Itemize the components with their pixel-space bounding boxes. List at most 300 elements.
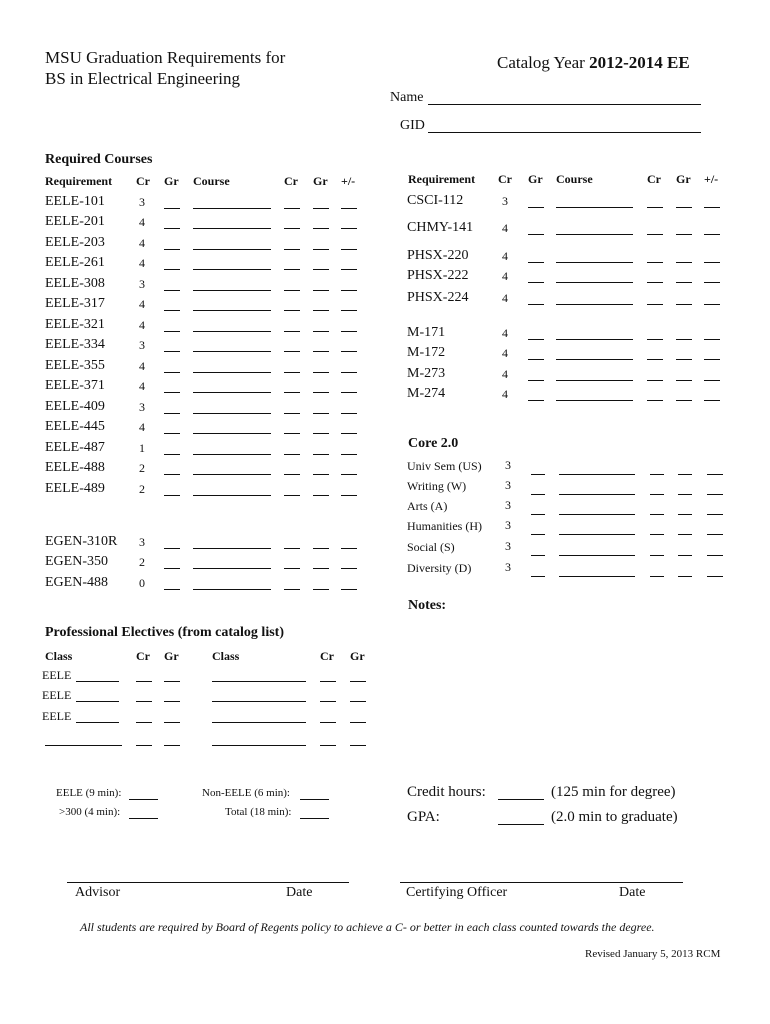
elective-prefix: EELE: [42, 709, 72, 723]
total-min-field[interactable]: [300, 818, 329, 819]
class2-blank[interactable]: [212, 722, 306, 723]
cr-blank[interactable]: [647, 234, 663, 235]
plusminus-blank[interactable]: [707, 474, 723, 475]
eele-min-field[interactable]: [129, 799, 158, 800]
plusminus-blank[interactable]: [341, 433, 357, 434]
core-credits: 3: [505, 458, 511, 472]
gr-blank[interactable]: [676, 234, 692, 235]
plusminus-blank[interactable]: [341, 269, 357, 270]
core-requirement: Social (S): [407, 540, 455, 554]
course-requirement: EGEN-488: [45, 575, 108, 590]
cr-blank[interactable]: [647, 380, 663, 381]
plusminus-blank[interactable]: [341, 568, 357, 569]
gr-blank[interactable]: [676, 400, 692, 401]
grade-blank[interactable]: [531, 534, 545, 535]
course-credits: 4: [502, 367, 508, 381]
grade-blank[interactable]: [531, 514, 545, 515]
course-requirement: EELE-488: [45, 460, 105, 475]
grade-blank[interactable]: [528, 207, 544, 208]
course-requirement: EELE-308: [45, 276, 105, 291]
class2-blank[interactable]: [212, 681, 306, 682]
gr-blank[interactable]: [313, 208, 329, 209]
course-blank[interactable]: [559, 494, 635, 495]
col-gr: Gr: [164, 649, 179, 663]
gr-blank[interactable]: [313, 413, 329, 414]
grade-blank[interactable]: [528, 262, 544, 263]
col-plusminus: +/-: [704, 172, 719, 186]
gr-blank[interactable]: [313, 310, 329, 311]
course-blank[interactable]: [193, 249, 271, 250]
cr-blank[interactable]: [647, 339, 663, 340]
course-blank[interactable]: [193, 454, 271, 455]
cr2-blank[interactable]: [320, 681, 336, 682]
col-cr2: Cr: [320, 649, 334, 663]
cr-blank[interactable]: [284, 290, 300, 291]
gr-blank[interactable]: [676, 339, 692, 340]
col-requirement: Requirement: [408, 172, 476, 186]
grade-blank[interactable]: [528, 380, 544, 381]
course-blank[interactable]: [193, 495, 271, 496]
plusminus-blank[interactable]: [341, 392, 357, 393]
course-blank[interactable]: [556, 234, 633, 235]
cr-blank[interactable]: [284, 589, 300, 590]
core-credits: 3: [505, 478, 511, 492]
gr-blank[interactable]: [164, 722, 180, 723]
gr-blank[interactable]: [313, 495, 329, 496]
gr-blank[interactable]: [676, 380, 692, 381]
course-credits: 0: [139, 576, 145, 590]
cr2-blank[interactable]: [320, 722, 336, 723]
course-blank[interactable]: [556, 339, 633, 340]
core-requirement: Diversity (D): [407, 561, 472, 575]
course-credits: 4: [502, 249, 508, 263]
class2-blank[interactable]: [212, 745, 306, 746]
gr2-blank[interactable]: [350, 681, 366, 682]
gr-blank[interactable]: [313, 372, 329, 373]
cr-blank[interactable]: [650, 534, 664, 535]
cr-blank[interactable]: [284, 372, 300, 373]
course-requirement: M-171: [407, 325, 446, 340]
grade-blank[interactable]: [164, 351, 180, 352]
plusminus-blank[interactable]: [707, 514, 723, 515]
gr2-blank[interactable]: [350, 722, 366, 723]
cr-blank[interactable]: [284, 208, 300, 209]
cr-blank[interactable]: [650, 555, 664, 556]
col-gr2: Gr: [350, 649, 365, 663]
cr-blank[interactable]: [284, 474, 300, 475]
course-blank[interactable]: [193, 433, 271, 434]
class-blank[interactable]: [76, 701, 119, 702]
course-requirement: EELE-489: [45, 481, 105, 496]
cr-blank[interactable]: [647, 304, 663, 305]
course-blank[interactable]: [559, 534, 635, 535]
course-credits: 3: [139, 338, 145, 352]
course-credits: 4: [139, 256, 145, 270]
course-blank[interactable]: [193, 228, 271, 229]
cr-blank[interactable]: [284, 351, 300, 352]
cr-blank[interactable]: [650, 474, 664, 475]
cr-blank[interactable]: [647, 262, 663, 263]
plusminus-blank[interactable]: [704, 380, 720, 381]
plusminus-blank[interactable]: [704, 339, 720, 340]
gr-blank[interactable]: [313, 269, 329, 270]
course-requirement: EELE-321: [45, 317, 105, 332]
course-requirement: PHSX-222: [407, 268, 469, 283]
course-credits: 4: [139, 215, 145, 229]
plusminus-blank[interactable]: [707, 576, 723, 577]
grade-blank[interactable]: [531, 555, 545, 556]
col-plusminus: +/-: [341, 174, 356, 188]
course-blank[interactable]: [193, 474, 271, 475]
advisor-date-label: Date: [286, 885, 313, 900]
course-credits: 4: [502, 346, 508, 360]
course-requirement: EGEN-350: [45, 554, 108, 569]
catalog-year-value: 2012-2014 EE: [589, 53, 690, 72]
course-blank[interactable]: [556, 304, 633, 305]
gr-blank[interactable]: [313, 392, 329, 393]
col-class: Class: [45, 649, 73, 663]
course-requirement: EELE-101: [45, 194, 105, 209]
gpa-field[interactable]: [498, 824, 544, 825]
gpa-note: (2.0 min to graduate): [551, 809, 678, 825]
core-requirement: Writing (W): [407, 479, 467, 493]
notes-label: Notes:: [408, 598, 447, 613]
cr-blank[interactable]: [647, 207, 663, 208]
grade-blank[interactable]: [164, 208, 180, 209]
gr-blank[interactable]: [313, 433, 329, 434]
course-blank[interactable]: [559, 514, 635, 515]
plusminus-blank[interactable]: [341, 372, 357, 373]
plusminus-blank[interactable]: [341, 310, 357, 311]
course-credits: 4: [502, 326, 508, 340]
officer-date-label: Date: [619, 885, 646, 900]
course-blank[interactable]: [193, 548, 271, 549]
gr-blank[interactable]: [678, 474, 692, 475]
grade-blank[interactable]: [164, 228, 180, 229]
plusminus-blank[interactable]: [707, 555, 723, 556]
cr-blank[interactable]: [647, 359, 663, 360]
cr-blank[interactable]: [284, 331, 300, 332]
cr-blank[interactable]: [650, 576, 664, 577]
gr-blank[interactable]: [313, 454, 329, 455]
grade-blank[interactable]: [531, 576, 545, 577]
col-gr2: Gr: [676, 172, 691, 186]
grade-blank[interactable]: [164, 454, 180, 455]
course-requirement: CHMY-141: [407, 220, 474, 235]
course-credits: 4: [139, 420, 145, 434]
cr-blank[interactable]: [284, 495, 300, 496]
grade-blank[interactable]: [164, 474, 180, 475]
core-requirement: Arts (A): [407, 499, 448, 513]
course-blank[interactable]: [556, 400, 633, 401]
course-credits: 4: [502, 291, 508, 305]
class2-blank[interactable]: [212, 701, 306, 702]
class-blank[interactable]: [45, 745, 122, 746]
gr-blank[interactable]: [313, 228, 329, 229]
cr-blank[interactable]: [136, 681, 152, 682]
course-requirement: PHSX-224: [407, 290, 469, 305]
gr2-blank[interactable]: [350, 701, 366, 702]
name-field[interactable]: [428, 104, 701, 105]
grade-blank[interactable]: [164, 372, 180, 373]
course-credits: 3: [502, 194, 508, 208]
course-requirement: M-273: [407, 366, 446, 381]
gpa-label: GPA:: [407, 809, 440, 825]
course-requirement: EELE-334: [45, 337, 105, 352]
course-blank[interactable]: [559, 555, 635, 556]
grade-blank[interactable]: [531, 494, 545, 495]
form-title-line2: BS in Electrical Engineering: [45, 69, 240, 88]
course-blank[interactable]: [556, 262, 633, 263]
grade-blank[interactable]: [528, 282, 544, 283]
plusminus-blank[interactable]: [704, 234, 720, 235]
course-blank[interactable]: [193, 568, 271, 569]
course-credits: 3: [139, 400, 145, 414]
grade-blank[interactable]: [164, 589, 180, 590]
form-title-line1: MSU Graduation Requirements for: [45, 48, 286, 67]
course-requirement: EELE-445: [45, 419, 105, 434]
col-cr2: Cr: [284, 174, 298, 188]
course-credits: 3: [139, 195, 145, 209]
cr-blank[interactable]: [284, 454, 300, 455]
course-requirement: EELE-203: [45, 235, 105, 250]
plusminus-blank[interactable]: [704, 262, 720, 263]
advisor-label: Advisor: [75, 885, 121, 900]
credit-hours-label: Credit hours:: [407, 784, 486, 800]
course-credits: 4: [502, 221, 508, 235]
cr-blank[interactable]: [284, 228, 300, 229]
credit-hours-field[interactable]: [498, 799, 544, 800]
gr-blank[interactable]: [313, 290, 329, 291]
course-blank[interactable]: [559, 576, 635, 577]
grade-blank[interactable]: [531, 474, 545, 475]
grade-blank[interactable]: [528, 400, 544, 401]
course-blank[interactable]: [556, 207, 633, 208]
plusminus-blank[interactable]: [704, 304, 720, 305]
grade-blank[interactable]: [528, 339, 544, 340]
cr-blank[interactable]: [284, 433, 300, 434]
gr-blank[interactable]: [313, 589, 329, 590]
plusminus-blank[interactable]: [707, 534, 723, 535]
cr-blank[interactable]: [647, 400, 663, 401]
course-credits: 2: [139, 482, 145, 496]
cr2-blank[interactable]: [320, 701, 336, 702]
cr-blank[interactable]: [650, 514, 664, 515]
gr-blank[interactable]: [313, 351, 329, 352]
grade-blank[interactable]: [164, 495, 180, 496]
course-requirement: CSCI-112: [407, 193, 464, 208]
cr-blank[interactable]: [284, 568, 300, 569]
cr-blank[interactable]: [284, 392, 300, 393]
core-requirement: Humanities (H): [407, 519, 482, 533]
course-credits: 2: [139, 555, 145, 569]
elective-prefix: EELE: [42, 668, 72, 682]
col-cr: Cr: [498, 172, 512, 186]
course-credits: 2: [139, 461, 145, 475]
grade-blank[interactable]: [164, 548, 180, 549]
course-credits: 4: [139, 236, 145, 250]
grade-blank[interactable]: [528, 359, 544, 360]
grade-blank[interactable]: [164, 392, 180, 393]
cr-blank[interactable]: [650, 494, 664, 495]
grade-blank[interactable]: [528, 234, 544, 235]
plusminus-blank[interactable]: [341, 495, 357, 496]
plusminus-blank[interactable]: [704, 282, 720, 283]
gid-field[interactable]: [428, 132, 701, 133]
revised-note: Revised January 5, 2013 RCM: [585, 948, 721, 960]
course-blank[interactable]: [193, 589, 271, 590]
cr-blank[interactable]: [136, 722, 152, 723]
plusminus-blank[interactable]: [341, 208, 357, 209]
plusminus-blank[interactable]: [341, 249, 357, 250]
course-credits: 4: [139, 318, 145, 332]
course-blank[interactable]: [559, 474, 635, 475]
col-requirement: Requirement: [45, 174, 113, 188]
gr-blank[interactable]: [313, 548, 329, 549]
electives-title: Professional Electives (from catalog list): [45, 625, 284, 640]
course-blank[interactable]: [193, 392, 271, 393]
plusminus-blank[interactable]: [704, 400, 720, 401]
gr-blank[interactable]: [313, 331, 329, 332]
course-blank[interactable]: [193, 413, 271, 414]
grade-blank[interactable]: [164, 331, 180, 332]
course-blank[interactable]: [193, 331, 271, 332]
plusminus-blank[interactable]: [341, 548, 357, 549]
gr-blank[interactable]: [676, 304, 692, 305]
gr-blank[interactable]: [164, 681, 180, 682]
grade-blank[interactable]: [164, 290, 180, 291]
col-cr2: Cr: [647, 172, 661, 186]
gr-blank[interactable]: [678, 514, 692, 515]
course-requirement: EGEN-310R: [45, 534, 118, 549]
credit-hours-note: (125 min for degree): [551, 784, 676, 800]
plusminus-blank[interactable]: [341, 454, 357, 455]
course-blank[interactable]: [193, 269, 271, 270]
grade-blank[interactable]: [164, 269, 180, 270]
course-blank[interactable]: [193, 208, 271, 209]
cr-blank[interactable]: [136, 745, 152, 746]
total-min-label: Total (18 min):: [225, 806, 292, 818]
cr-blank[interactable]: [647, 282, 663, 283]
certifying-officer-label: Certifying Officer: [406, 885, 508, 900]
course-requirement: EELE-261: [45, 255, 105, 270]
plusminus-blank[interactable]: [341, 228, 357, 229]
core-credits: 3: [505, 539, 511, 553]
gr-blank[interactable]: [678, 555, 692, 556]
plusminus-blank[interactable]: [341, 413, 357, 414]
cr2-blank[interactable]: [320, 745, 336, 746]
course-credits: 3: [139, 535, 145, 549]
over300-min-field[interactable]: [129, 818, 158, 819]
col-gr: Gr: [528, 172, 543, 186]
gr-blank[interactable]: [313, 568, 329, 569]
gr2-blank[interactable]: [350, 745, 366, 746]
course-credits: 1: [139, 441, 145, 455]
plusminus-blank[interactable]: [341, 331, 357, 332]
course-blank[interactable]: [193, 290, 271, 291]
plusminus-blank[interactable]: [341, 589, 357, 590]
gid-label: GID: [400, 118, 425, 133]
gr-blank[interactable]: [678, 576, 692, 577]
cr-blank[interactable]: [284, 413, 300, 414]
col-course: Course: [556, 172, 593, 186]
gr-blank[interactable]: [678, 534, 692, 535]
gr-blank[interactable]: [676, 282, 692, 283]
col-gr2: Gr: [313, 174, 328, 188]
course-blank[interactable]: [556, 359, 633, 360]
officer-signature-line[interactable]: [400, 882, 683, 883]
advisor-signature-line[interactable]: [67, 882, 349, 883]
cr-blank[interactable]: [284, 310, 300, 311]
course-blank[interactable]: [193, 310, 271, 311]
course-requirement: EELE-355: [45, 358, 105, 373]
non-eele-min-label: Non-EELE (6 min):: [202, 787, 290, 799]
grade-blank[interactable]: [164, 413, 180, 414]
cr-blank[interactable]: [284, 249, 300, 250]
name-label: Name: [390, 90, 424, 105]
course-requirement: PHSX-220: [407, 248, 469, 263]
col-gr: Gr: [164, 174, 179, 188]
catalog-year: [497, 52, 690, 73]
plusminus-blank[interactable]: [341, 474, 357, 475]
gr-blank[interactable]: [313, 474, 329, 475]
plusminus-blank[interactable]: [341, 351, 357, 352]
plusminus-blank[interactable]: [704, 359, 720, 360]
gr-blank[interactable]: [678, 494, 692, 495]
col-cr: Cr: [136, 174, 150, 188]
course-requirement: EELE-317: [45, 296, 105, 311]
gr-blank[interactable]: [676, 262, 692, 263]
class-blank[interactable]: [76, 722, 119, 723]
course-requirement: EELE-487: [45, 440, 105, 455]
grade-blank[interactable]: [164, 249, 180, 250]
plusminus-blank[interactable]: [707, 494, 723, 495]
grade-blank[interactable]: [528, 304, 544, 305]
gr-blank[interactable]: [313, 249, 329, 250]
class-blank[interactable]: [76, 681, 119, 682]
grade-blank[interactable]: [164, 310, 180, 311]
course-credits: 4: [502, 269, 508, 283]
course-blank[interactable]: [556, 380, 633, 381]
policy-note: All students are required by Board of Regents policy to achieve a C- or better in each class counted towards the degree.: [80, 920, 655, 934]
cr-blank[interactable]: [284, 548, 300, 549]
col-course: Course: [193, 174, 230, 188]
plusminus-blank[interactable]: [341, 290, 357, 291]
gr-blank[interactable]: [676, 359, 692, 360]
non-eele-min-field[interactable]: [300, 799, 329, 800]
grade-blank[interactable]: [164, 568, 180, 569]
course-blank[interactable]: [556, 282, 633, 283]
course-blank[interactable]: [193, 372, 271, 373]
elective-prefix: EELE: [42, 688, 72, 702]
cr-blank[interactable]: [284, 269, 300, 270]
col-class2: Class: [212, 649, 240, 663]
course-credits: 3: [139, 277, 145, 291]
col-cr: Cr: [136, 649, 150, 663]
course-blank[interactable]: [193, 351, 271, 352]
course-requirement: EELE-409: [45, 399, 105, 414]
required-courses-title: Required Courses: [45, 152, 153, 167]
grade-blank[interactable]: [164, 433, 180, 434]
course-credits: 4: [139, 379, 145, 393]
gr-blank[interactable]: [676, 207, 692, 208]
core-credits: 3: [505, 518, 511, 532]
gr-blank[interactable]: [164, 745, 180, 746]
cr-blank[interactable]: [136, 701, 152, 702]
course-requirement: EELE-371: [45, 378, 105, 393]
gr-blank[interactable]: [164, 701, 180, 702]
plusminus-blank[interactable]: [704, 207, 720, 208]
